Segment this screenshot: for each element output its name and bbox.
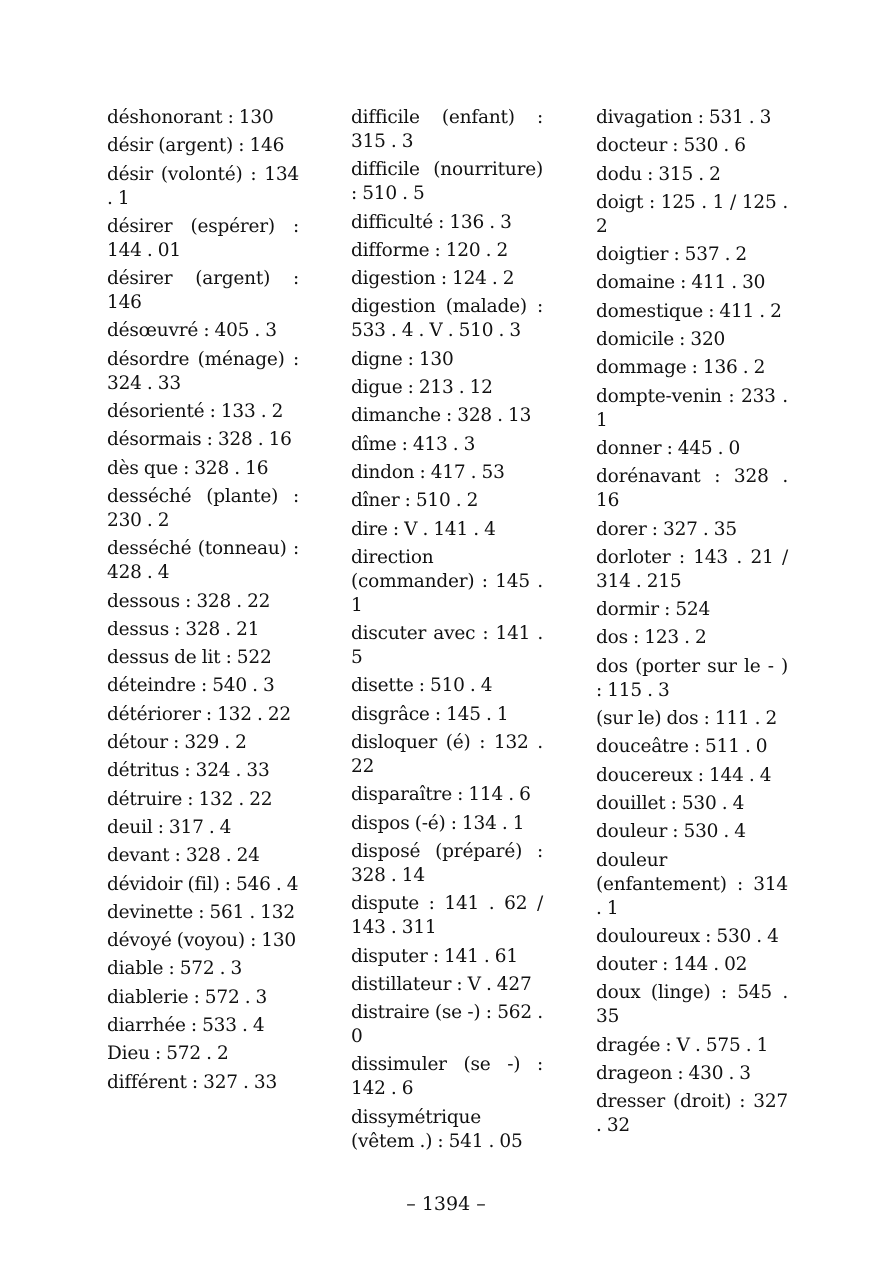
index-entry: doigt : 125 . 1 / 125 . 2 xyxy=(596,191,788,237)
index-entry: différent : 327 . 33 xyxy=(107,1071,278,1093)
index-entry: diarrhée : 533 . 4 xyxy=(107,1015,265,1037)
index-entry: douillet : 530 . 4 xyxy=(596,792,745,814)
index-entry: désœuvré : 405 . 3 xyxy=(107,320,277,342)
index-entry: détritus : 324 . 33 xyxy=(107,760,270,782)
index-entry: domestique : 411 . 2 xyxy=(596,300,782,322)
index-entry: dissimuler (se -) : 142 . 6 xyxy=(351,1054,543,1100)
index-entry: douceâtre : 511 . 0 xyxy=(596,736,768,758)
index-entry: digestion : 124 . 2 xyxy=(351,268,515,290)
index-entry: dîner : 510 . 2 xyxy=(351,490,479,512)
index-entry: difficulté : 136 . 3 xyxy=(351,211,512,233)
index-entry: détruire : 132 . 22 xyxy=(107,788,273,810)
index-entry: dorloter : 143 . 21 / 314 . 215 xyxy=(596,546,788,592)
index-entry: disputer : 141 . 61 xyxy=(351,945,518,967)
index-entry: désorienté : 133 . 2 xyxy=(107,401,284,423)
index-entry: domaine : 411 . 30 xyxy=(596,272,766,294)
index-entry: douloureux : 530 . 4 xyxy=(596,925,779,947)
index-entry: digne : 130 xyxy=(351,348,454,370)
index-entry: direction (commander) : 145 . 1 xyxy=(351,546,543,616)
index-entry: distraire (se -) : 562 . 0 xyxy=(351,1002,543,1048)
index-entry: dommage : 136 . 2 xyxy=(596,357,766,379)
index-entry: dodu : 315 . 2 xyxy=(596,163,721,185)
index-entry: dorer : 327 . 35 xyxy=(596,518,737,540)
index-entry: desséché (plante) : 230 . 2 xyxy=(107,485,299,531)
index-entry: désormais : 328 . 16 xyxy=(107,429,292,451)
index-entry: dormir : 524 xyxy=(596,599,711,621)
index-entry: dessus : 328 . 21 xyxy=(107,618,260,640)
index-entry: disparaître : 114 . 6 xyxy=(351,784,531,806)
index-entry: dos (porter sur le - ) : 115 . 3 xyxy=(596,655,788,701)
index-entry: dévidoir (fil) : 546 . 4 xyxy=(107,873,299,895)
index-entry: désir (volonté) : 134 . 1 xyxy=(107,163,299,209)
index-entry: devinette : 561 . 132 xyxy=(107,901,295,923)
index-entry: disloquer (é) : 132 . 22 xyxy=(351,732,543,778)
index-entry: difforme : 120 . 2 xyxy=(351,239,509,261)
index-entry: desséché (tonneau) : 428 . 4 xyxy=(107,538,299,584)
index-entry: drageon : 430 . 3 xyxy=(596,1063,751,1085)
index-entry: dès que : 328 . 16 xyxy=(107,457,269,479)
index-entry: digue : 213 . 12 xyxy=(351,377,493,399)
index-entry: douleur : 530 . 4 xyxy=(596,821,746,843)
index-entry: désirer (espérer) : 144 . 01 xyxy=(107,215,299,261)
index-entry: détour : 329 . 2 xyxy=(107,732,247,754)
index-entry: difficile (enfant) : 315 . 3 xyxy=(351,107,543,152)
index-entry: douleur (enfantement) : 314 . 1 xyxy=(596,849,788,919)
index-entry: divagation : 531 . 3 xyxy=(596,107,772,128)
index-entry: désirer (argent) : 146 xyxy=(107,268,299,314)
page-number: – 1394 – xyxy=(406,1193,486,1215)
index-entry: désir (argent) : 146 xyxy=(107,135,285,157)
index-entry: distillateur : V . 427 xyxy=(351,973,532,995)
index-entry: doigtier : 537 . 2 xyxy=(596,244,747,266)
index-entry: (sur le) dos : 111 . 2 xyxy=(596,708,778,730)
index-entry: discuter avec : 141 . 5 xyxy=(351,623,543,669)
index-entry: Dieu : 572 . 2 xyxy=(107,1043,229,1065)
index-entry: domicile : 320 xyxy=(596,329,726,351)
index-entry: dispute : 141 . 62 / 143 . 311 xyxy=(351,893,543,939)
index-column-1 xyxy=(107,106,299,1099)
index-entry: digestion (malade) : 533 . 4 . V . 510 . 3 xyxy=(351,296,543,342)
index-entry: doucereux : 144 . 4 xyxy=(596,764,772,786)
index-entry: dresser (droit) : 327 . 32 xyxy=(596,1091,788,1137)
index-entry: dispos (-é) : 134 . 1 xyxy=(351,812,525,834)
index-entry: docteur : 530 . 6 xyxy=(596,135,746,157)
index-entry: difficile (nourriture) : 510 . 5 xyxy=(351,159,543,205)
index-entry: deuil : 317 . 4 xyxy=(107,816,232,838)
index-entry: dos : 123 . 2 xyxy=(596,627,707,649)
index-entry: disposé (préparé) : 328 . 14 xyxy=(351,840,543,886)
index-entry: disette : 510 . 4 xyxy=(351,675,493,697)
index-entry: dimanche : 328 . 13 xyxy=(351,405,532,427)
index-entry: dragée : V . 575 . 1 xyxy=(596,1034,769,1056)
index-entry: dissymétrique (vêtem .) : 541 . 05 xyxy=(351,1106,523,1152)
index-entry: donner : 445 . 0 xyxy=(596,437,741,459)
index-column-3 xyxy=(596,106,788,1143)
index-entry: désordre (ménage) : 324 . 33 xyxy=(107,348,299,394)
index-entry: dîme : 413 . 3 xyxy=(351,433,476,455)
index-entry: dindon : 417 . 53 xyxy=(351,461,505,483)
index-entry: disgrâce : 145 . 1 xyxy=(351,703,509,725)
index-entry: devant : 328 . 24 xyxy=(107,845,260,867)
index-column-2 xyxy=(351,106,543,1158)
index-entry: diable : 572 . 3 xyxy=(107,958,243,980)
index-entry: dessus de lit : 522 xyxy=(107,647,272,669)
index-entry: douter : 144 . 02 xyxy=(596,954,748,976)
index-entry: déshonorant : 130 xyxy=(107,107,274,128)
index-entry: dévoyé (voyou) : 130 xyxy=(107,930,296,952)
index-entry: dire : V . 141 . 4 xyxy=(351,518,496,540)
index-entry: détériorer : 132 . 22 xyxy=(107,703,291,725)
index-entry: dorénavant : 328 . 16 xyxy=(596,466,788,512)
index-entry: dessous : 328 . 22 xyxy=(107,590,271,612)
index-entry: diablerie : 572 . 3 xyxy=(107,986,268,1008)
index-entry: déteindre : 540 . 3 xyxy=(107,675,275,697)
index-entry: dompte-venin : 233 . 1 xyxy=(596,385,788,431)
index-entry: doux (linge) : 545 . 35 xyxy=(596,982,788,1028)
